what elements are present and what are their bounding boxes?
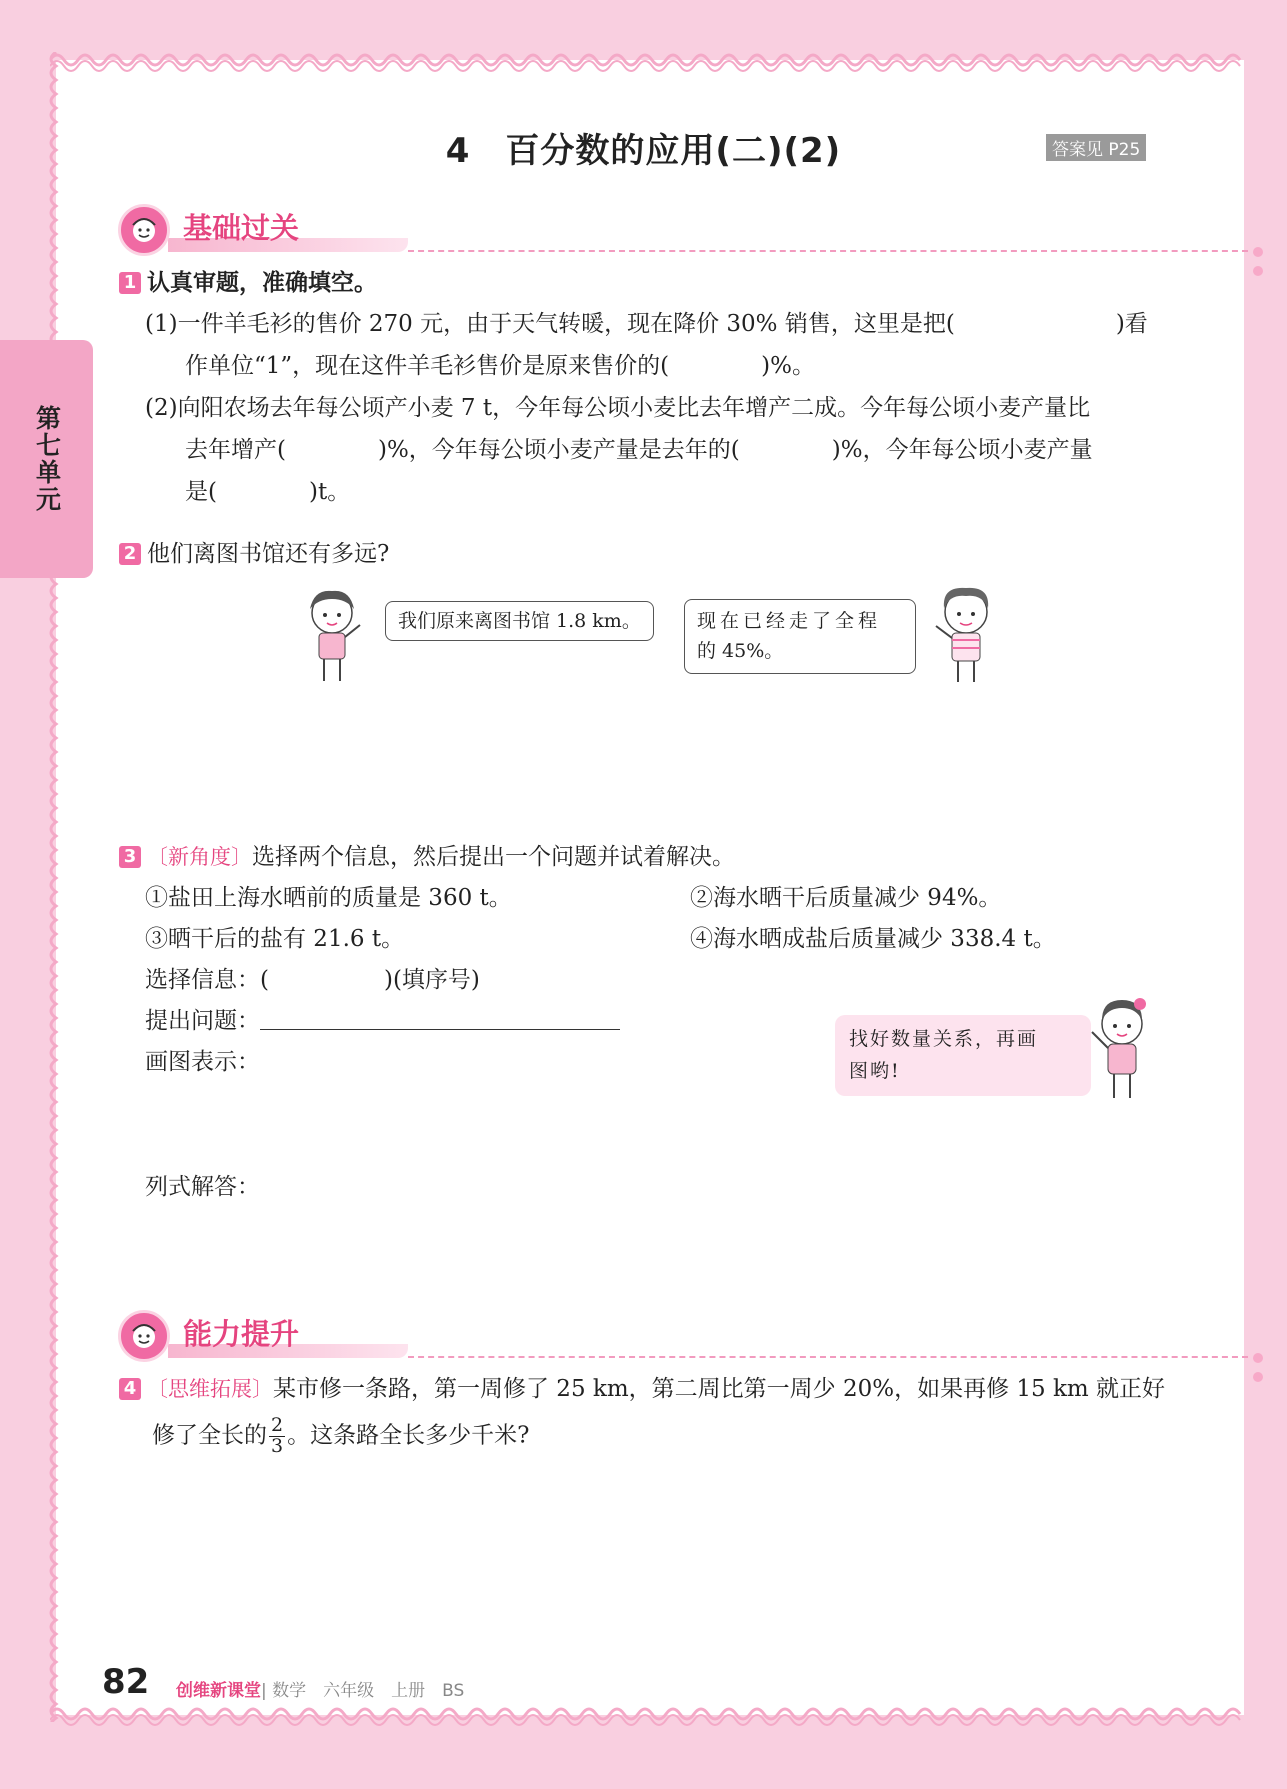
- question-label: 提出问题：: [145, 1008, 260, 1034]
- question-text: 认真审题，准确填空。: [147, 270, 377, 296]
- boy-illustration: [922, 582, 1008, 686]
- decorative-dots: [1250, 1348, 1263, 1386]
- answer-blank-line[interactable]: [260, 1009, 620, 1030]
- fraction-numerator: 2: [271, 1414, 284, 1436]
- q1-part2-line2: 去年增产( )%，今年每公顷小麦产量是去年的( )%，今年每公顷小麦产量: [185, 437, 1093, 463]
- q1-part2-line1: (2)向阳农场去年每公顷产小麦 7 t，今年每公顷小麦比去年增产二成。今年每公顷小麦产量比: [145, 395, 1091, 421]
- page-title: 4 百分数的应用(二)(2): [445, 131, 842, 171]
- cartoon-face-icon: [118, 1310, 170, 1362]
- section-heading: 能力提升: [183, 1317, 300, 1351]
- question-text: 他们离图书馆还有多远?: [147, 541, 390, 567]
- section-divider: [408, 1356, 1248, 1358]
- footer-info: [176, 1676, 464, 1701]
- question-prompt-row: [145, 1008, 620, 1036]
- draw-label: 画图表示：: [145, 1049, 260, 1075]
- question-text: 修了全长的: [152, 1422, 267, 1449]
- question-4-line2: [152, 1416, 529, 1457]
- girl-illustration: [292, 585, 372, 685]
- bubble-line: 的 45%。: [697, 640, 784, 663]
- hint-bubble: [835, 1015, 1091, 1096]
- bubble-line: 现在已经走了全程: [697, 610, 882, 632]
- info-4: ④海水晒成盐后质量减少 338.4 t。: [690, 926, 1056, 952]
- section-header-basic: [118, 200, 1168, 260]
- speech-bubble-right: [684, 599, 916, 674]
- fraction: [269, 1416, 285, 1457]
- select-info-label: 选择信息：( )(填序号): [145, 967, 480, 993]
- question-text: 选择两个信息，然后提出一个问题并试着解决。: [252, 844, 735, 870]
- question-1-prompt: [119, 270, 377, 298]
- section-header-advanced: [118, 1306, 1168, 1366]
- unit-label: 第七单元: [32, 405, 62, 513]
- question-tag: 〔思维拓展〕: [147, 1377, 273, 1401]
- fraction-denominator: 3: [271, 1434, 284, 1457]
- hint-line: 找好数量关系，再画: [849, 1028, 1039, 1050]
- question-number: 3: [119, 846, 141, 868]
- question-text: 。这条路全长多少千米?: [287, 1422, 530, 1449]
- question-number: 4: [119, 1378, 141, 1400]
- unit-side-tab: [0, 340, 93, 578]
- speech-bubble-left: 我们原来离图书馆 1.8 km。: [385, 601, 654, 641]
- q1-part2-line3: 是( )t。: [185, 479, 351, 505]
- q1-part1-line2: 作单位“1”，现在这件羊毛衫售价是原来售价的( )%。: [185, 353, 815, 379]
- question-tag: 〔新角度〕: [147, 845, 252, 869]
- hint-line: 图哟!: [849, 1060, 901, 1083]
- page-number: 82: [102, 1662, 150, 1702]
- question-number: 2: [119, 543, 141, 565]
- answer-reference-badge: 答案见 P25: [1046, 134, 1146, 161]
- question-3-prompt: [119, 844, 735, 872]
- wavy-border-left: [44, 52, 68, 1722]
- solve-label: 列式解答：: [145, 1174, 260, 1200]
- question-number: 1: [119, 272, 141, 294]
- wavy-border-bottom: [50, 1706, 1250, 1730]
- info-1: ①盐田上海水晒前的质量是 360 t。: [145, 885, 512, 911]
- course-info: | 数学 六年级 上册 BS: [261, 1681, 465, 1701]
- wavy-border-top: [50, 48, 1250, 72]
- decorative-dots: [1250, 242, 1263, 280]
- section-heading: 基础过关: [183, 211, 300, 245]
- info-2: ②海水晒干后质量减少 94%。: [690, 885, 1002, 911]
- q1-part1-line1: (1)一件羊毛衫的售价 270 元，由于天气转暖，现在降价 30% 销售，这里是把( )看: [145, 311, 1148, 337]
- cartoon-face-icon: [118, 204, 170, 256]
- question-4-line1: [119, 1376, 1165, 1404]
- section-divider: [408, 250, 1248, 252]
- info-3: ③晒干后的盐有 21.6 t。: [145, 926, 405, 952]
- question-2-prompt: [119, 541, 389, 569]
- question-text: 某市修一条路，第一周修了 25 km，第二周比第一周少 20%，如果再修 15 km 就正好: [273, 1376, 1166, 1402]
- girl-hint-illustration: [1080, 992, 1160, 1104]
- publisher-brand: 创维新课堂: [176, 1681, 261, 1701]
